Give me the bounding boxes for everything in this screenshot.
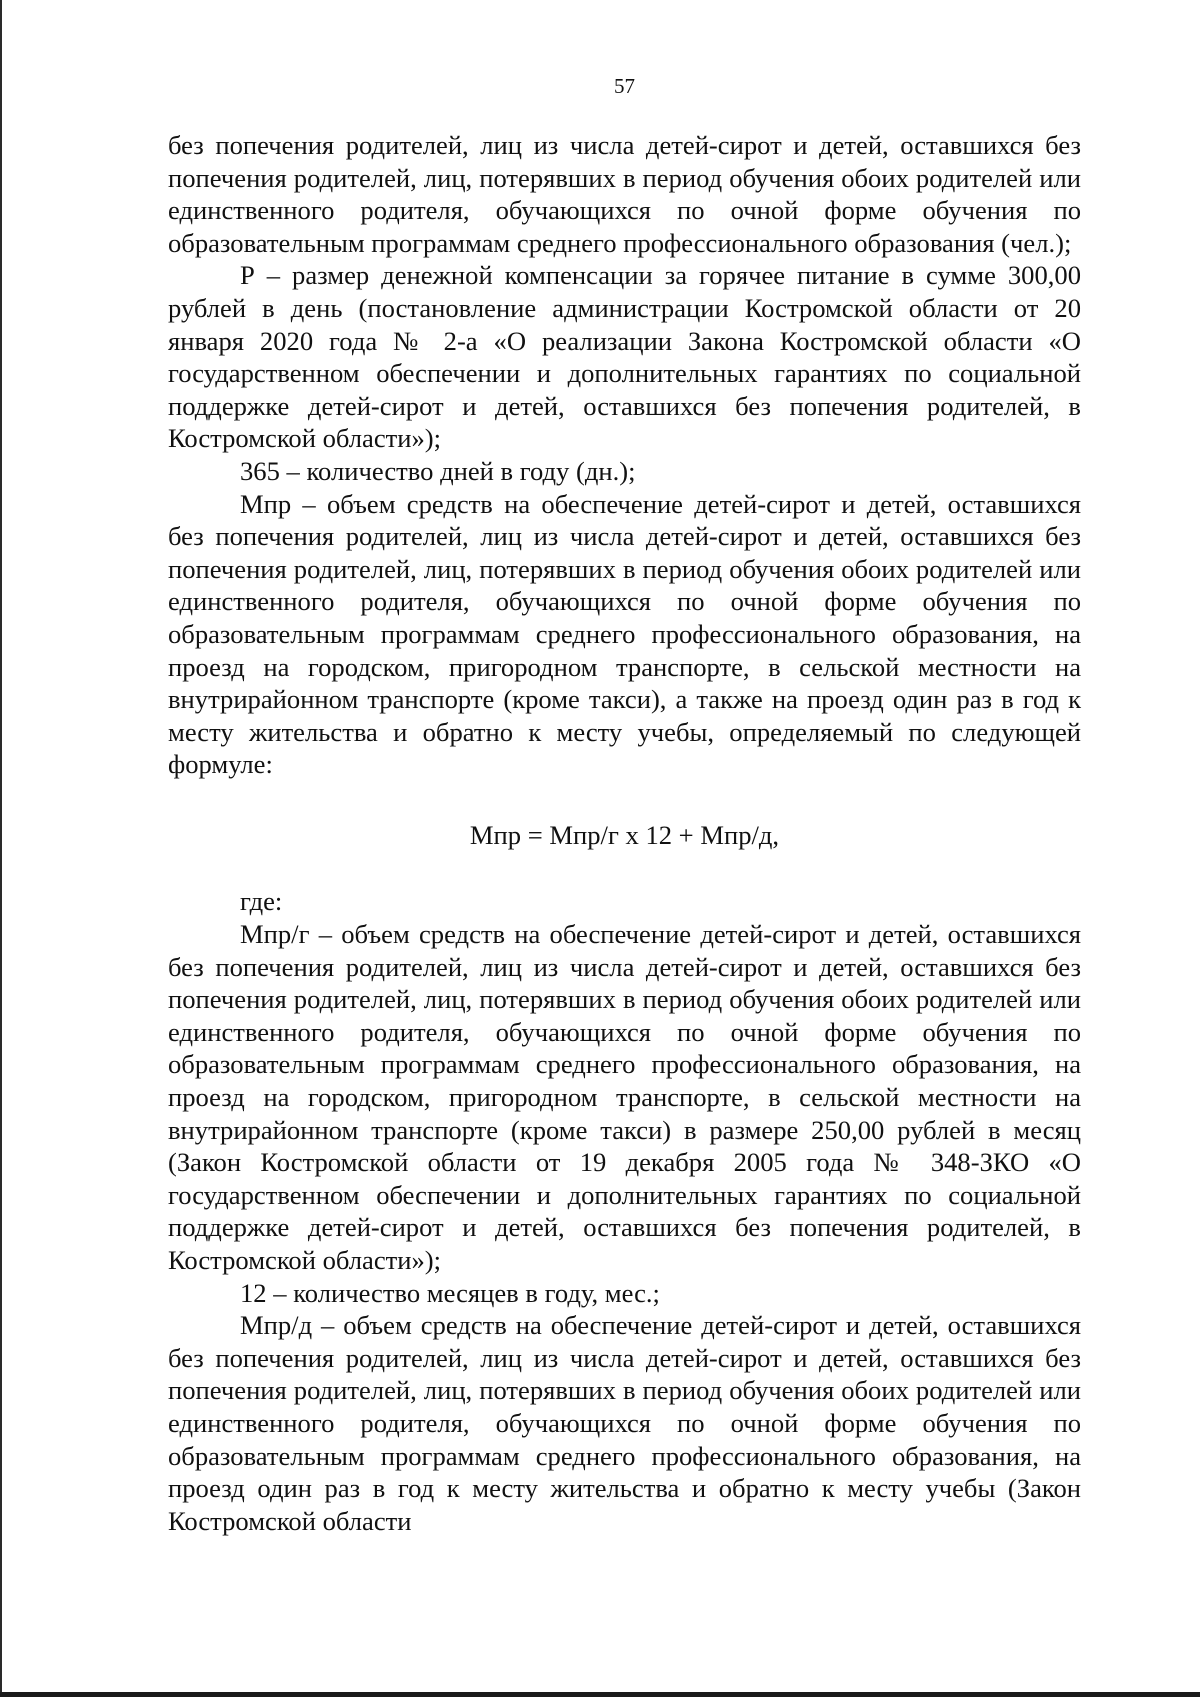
paragraph-365-definition: 365 – количество дней в году (дн.); [240,455,636,486]
paragraph-where: где: [240,886,283,917]
page-number: 57 [614,74,635,98]
paragraph-mpr-d-definition: Мпр/д – объем средств на обеспечение детей-сирот и детей, оставшихся без попечения родителей, лиц из числа детей-сирот и детей, оставшихся без попечения родителей, лиц, потерявших в период обучения обоих родителей или единственного родителя, обучающихся по очной форме обучения по образовательным программам среднего профессионального образования, на проезд один раз в год к месту жительства и обратно к месту учебы (Закон Костромской области [168,1310,1081,1536]
paragraph-mpr-definition: Мпр – объем средств на обеспечение детей-сирот и детей, оставшихся без попечения родителей, лиц из числа детей-сирот и детей, оставшихся без попечения родителей, лиц, потерявших в период обучения обоих родителей или единственного родителя, обучающихся по очной форме обучения по образовательным программам среднего профессионального образования, на проезд на городском, пригородном транспорте, в сельской местности на внутрирайонном транспорте (кроме такси), а также на проезд один раз в год к месту жительства и обратно к месту учебы, определяемый по следующей формуле: [168,488,1081,780]
scan-edge-left [0,0,2,1697]
document-body [168,129,1081,1537]
formula: Мпр = Мпр/г х 12 + Мпр/д, [469,819,780,850]
scan-edge-bottom [0,1692,1200,1697]
paragraph-p-definition: Р – размер денежной компенсации за горячее питание в сумме 300,00 рублей в день (постановление администрации Костромской области от 20 января 2020 года № 2-а «О реализации Закона Костромской области «О государственном обеспечении и дополнительных гарантиях по социальной поддержке детей-сирот и детей, оставшихся без попечения родителей, в Костромской области»); [168,260,1081,454]
paragraph-continuation: без попечения родителей, лиц из числа детей-сирот и детей, оставшихся без попечения родителей, лиц, потерявших в период обучения обоих родителей или единственного родителя, обучающихся по очной форме обучения по образовательным программам среднего профессионального образования (чел.); [168,130,1081,258]
paragraph-mpr-g-definition: Мпр/г – объем средств на обеспечение детей-сирот и детей, оставшихся без попечения родителей, лиц из числа детей-сирот и детей, оставшихся без попечения родителей, лиц, потерявших в период обучения обоих родителей или единственного родителя, обучающихся по очной форме обучения по образовательным программам среднего профессионального образования, на проезд на городском, пригородном транспорте, в сельской местности на внутрирайонном транспорте (кроме такси) в размере 250,00 рублей в месяц (Закон Костромской области от 19 декабря 2005 года № 348-ЗКО «О государственном обеспечении и дополнительных гарантиях по социальной поддержке детей-сирот и детей, оставшихся без попечения родителей, в Костромской области»); [168,919,1081,1275]
paragraph-12-definition: 12 – количество месяцев в году, мес.; [240,1277,660,1308]
